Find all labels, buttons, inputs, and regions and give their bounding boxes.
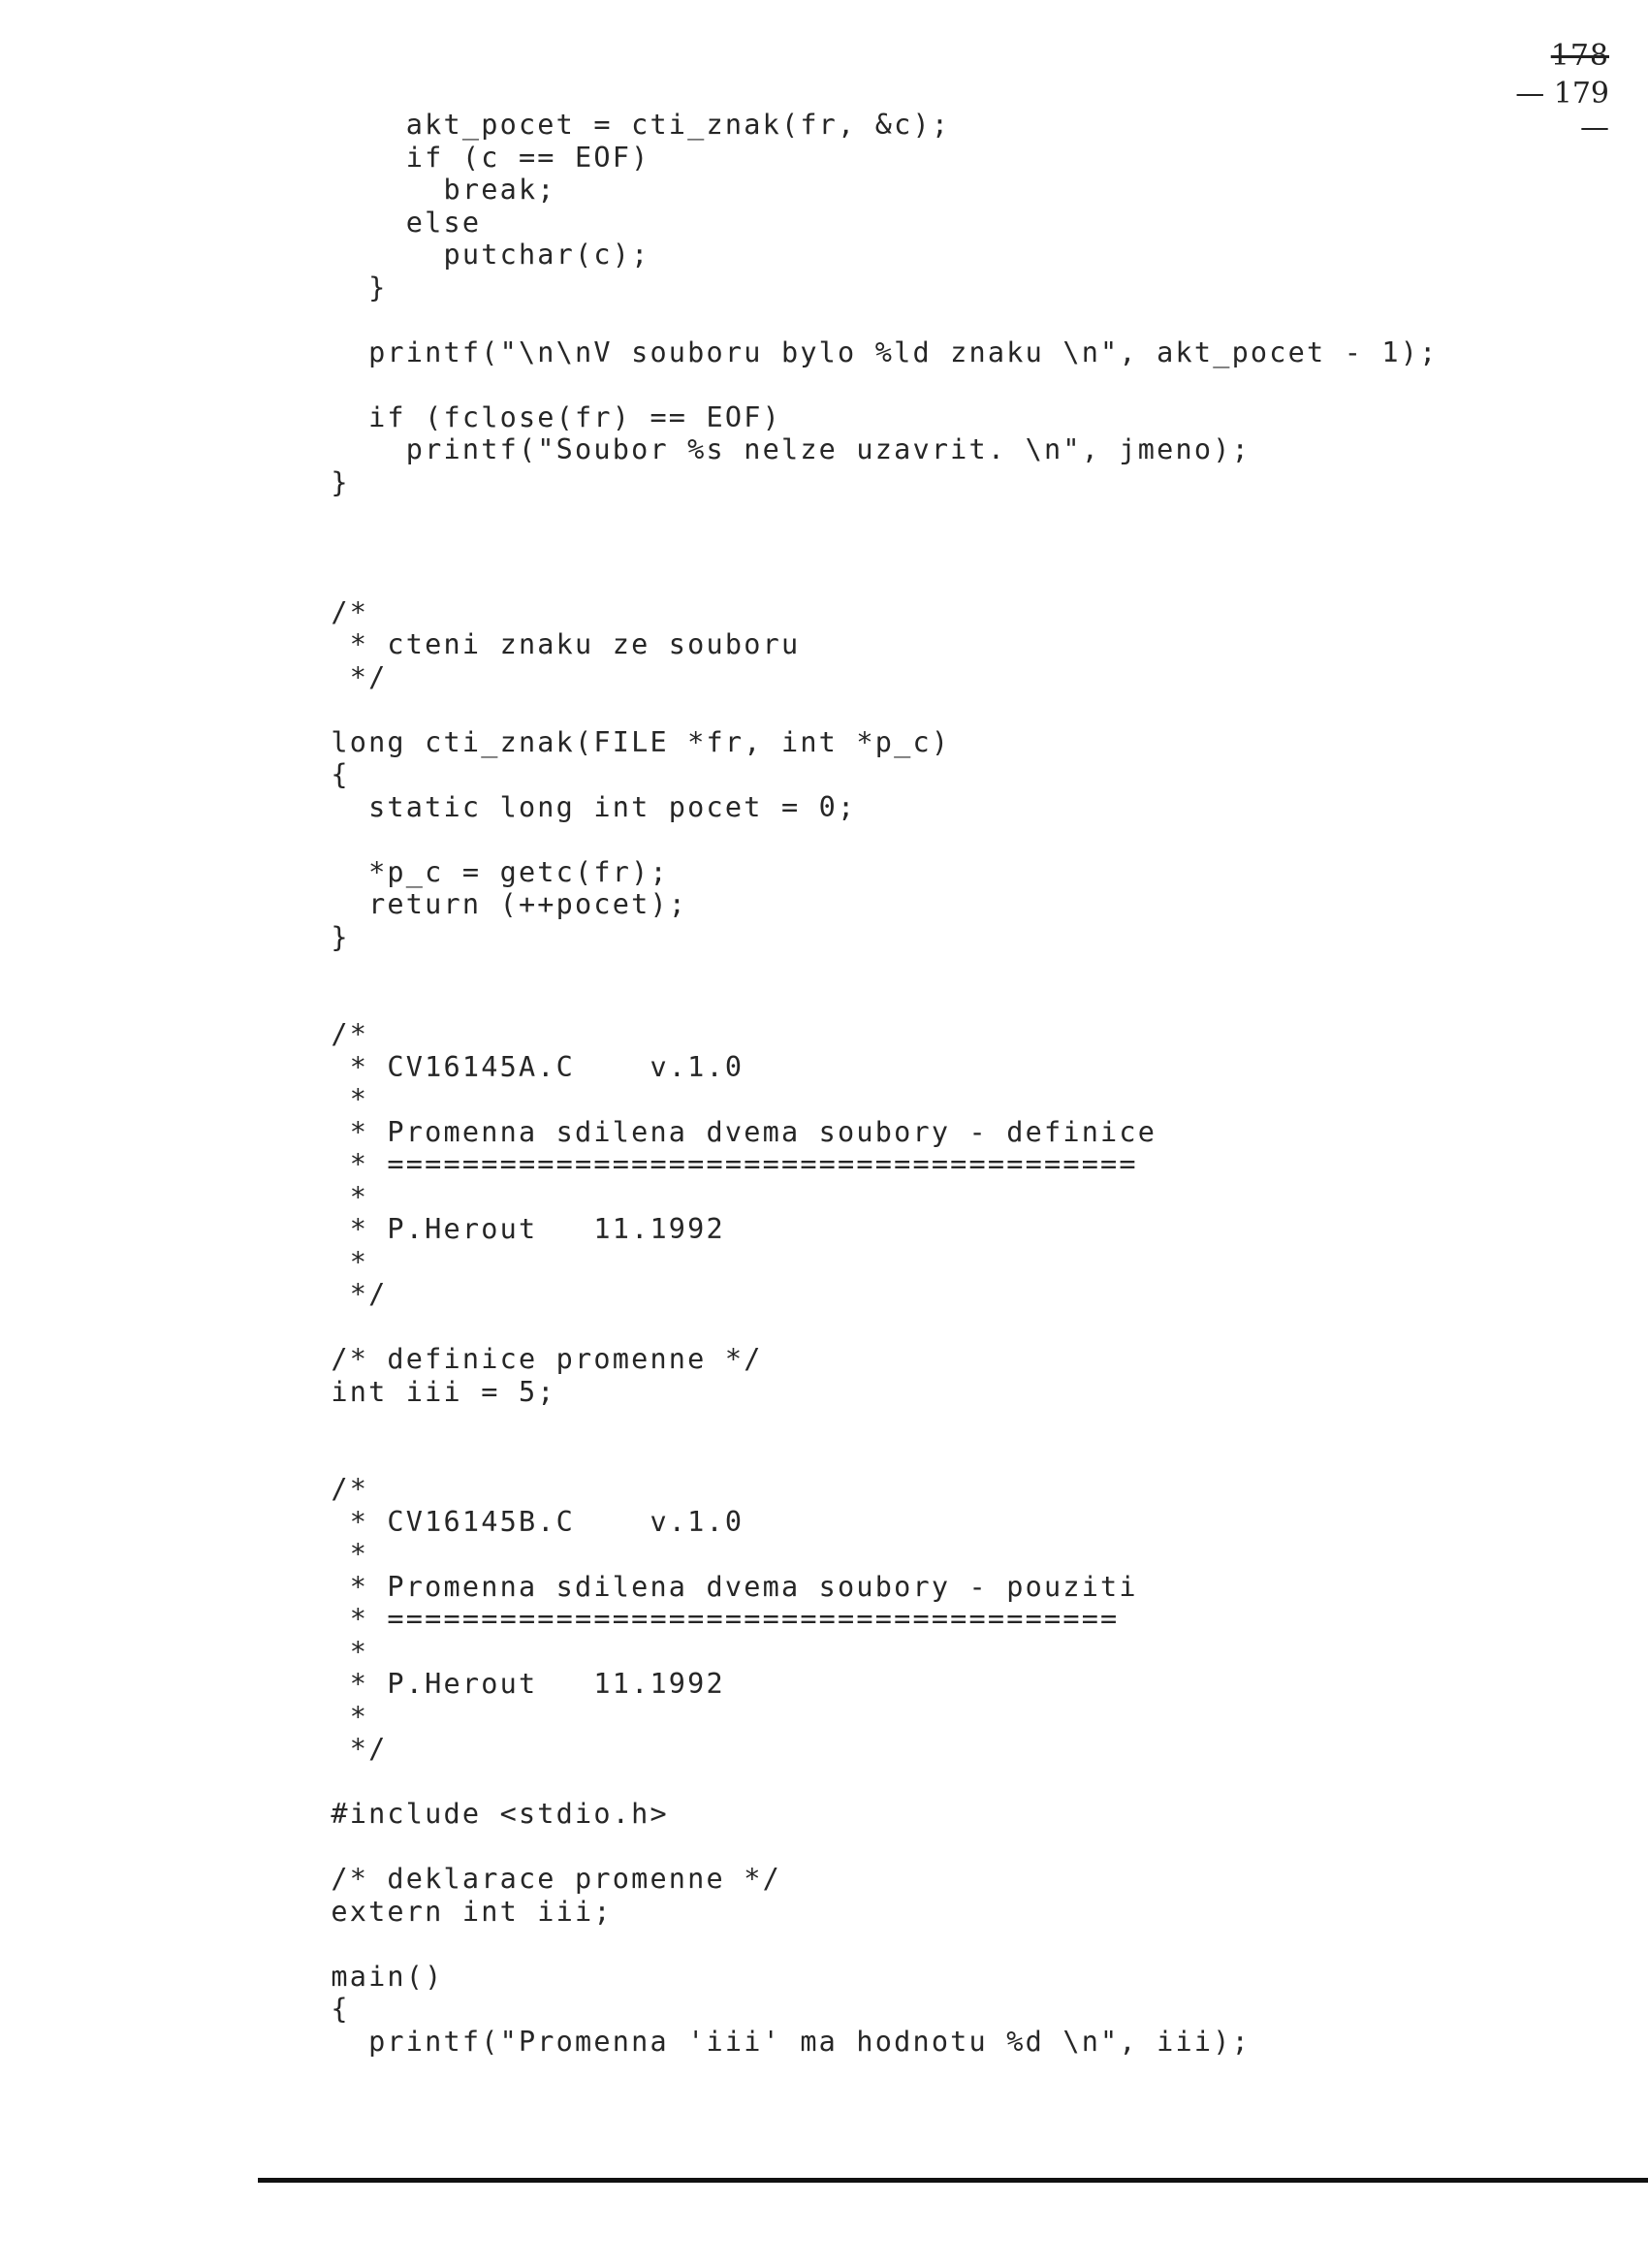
code-line: int iii = 5; <box>312 1375 556 1408</box>
crossed-page-number: 178 <box>1550 39 1609 73</box>
code-line: extern int iii; <box>312 1895 613 1928</box>
code-line: /* definice promenne */ <box>312 1343 763 1375</box>
code-line: /* <box>312 595 369 628</box>
code-line: * ======================================= <box>312 1603 1120 1635</box>
code-line: /* <box>312 1473 369 1505</box>
code-line <box>312 563 1572 596</box>
code-line: } <box>312 920 350 953</box>
code-line <box>312 303 1572 336</box>
code-line: * Promenna sdilena dvema soubory - definice <box>312 1115 1157 1148</box>
code-line: static long int pocet = 0; <box>312 790 857 823</box>
code-line: #include <stdio.h> <box>312 1798 669 1830</box>
code-line <box>312 1831 1572 1864</box>
code-line: akt_pocet = cti_znak(fr, &c); <box>312 109 951 141</box>
code-line: else <box>312 206 482 239</box>
code-line: } <box>312 465 350 498</box>
code-line: /* <box>312 1018 369 1050</box>
bottom-rule <box>258 2178 1648 2183</box>
code-line: * P.Herout 11.1992 <box>312 1213 725 1245</box>
current-page-number: — 179 — <box>1515 77 1609 144</box>
code-line: if (fclose(fr) == EOF) <box>312 400 781 433</box>
code-line: * <box>312 1635 369 1668</box>
code-line: * CV16145A.C v.1.0 <box>312 1050 745 1083</box>
code-line: printf("\n\nV souboru bylo %ld znaku \n", akt_pocet - 1); <box>312 335 1439 368</box>
code-line <box>312 1441 1572 1474</box>
code-line <box>312 531 1572 564</box>
code-line: putchar(c); <box>312 239 650 271</box>
code-line <box>312 953 1572 986</box>
code-line <box>312 1408 1572 1441</box>
code-line: if (c == EOF) <box>312 141 650 174</box>
code-line: printf("Soubor %s nelze uzavrit. \n", jmeno); <box>312 433 1251 465</box>
code-line: * <box>312 1180 369 1213</box>
code-line: /* deklarace promenne */ <box>312 1863 781 1895</box>
code-listing <box>312 109 1572 2058</box>
code-line: return (++pocet); <box>312 888 688 920</box>
code-line <box>312 1311 1572 1344</box>
code-line: *p_c = getc(fr); <box>312 855 669 888</box>
code-line: } <box>312 271 388 303</box>
code-line: * cteni znaku ze souboru <box>312 628 801 660</box>
code-line: printf("Promenna 'iii' ma hodnotu %d \n", iii); <box>312 2025 1251 2058</box>
code-line: * <box>312 1700 369 1733</box>
code-line: long cti_znak(FILE *fr, int *p_c) <box>312 725 951 758</box>
code-line: * P.Herout 11.1992 <box>312 1668 725 1700</box>
code-line: * Promenna sdilena dvema soubory - pouziti <box>312 1570 1138 1603</box>
code-line <box>312 1928 1572 1961</box>
code-line <box>312 1766 1572 1799</box>
code-line: { <box>312 758 350 790</box>
code-line <box>312 823 1572 856</box>
code-line: main() <box>312 1960 444 1993</box>
code-line <box>312 368 1572 401</box>
code-line: */ <box>312 660 388 693</box>
code-line <box>312 498 1572 531</box>
code-line: * <box>312 1083 369 1115</box>
code-line: break; <box>312 174 556 206</box>
code-line <box>312 693 1572 726</box>
code-line: * <box>312 1538 369 1570</box>
code-line: * ======================================== <box>312 1148 1138 1180</box>
code-line: * <box>312 1245 369 1278</box>
code-line: */ <box>312 1278 388 1310</box>
code-line: { <box>312 1993 350 2025</box>
code-line: * CV16145B.C v.1.0 <box>312 1505 745 1538</box>
code-line <box>312 986 1572 1019</box>
code-line: */ <box>312 1733 388 1765</box>
